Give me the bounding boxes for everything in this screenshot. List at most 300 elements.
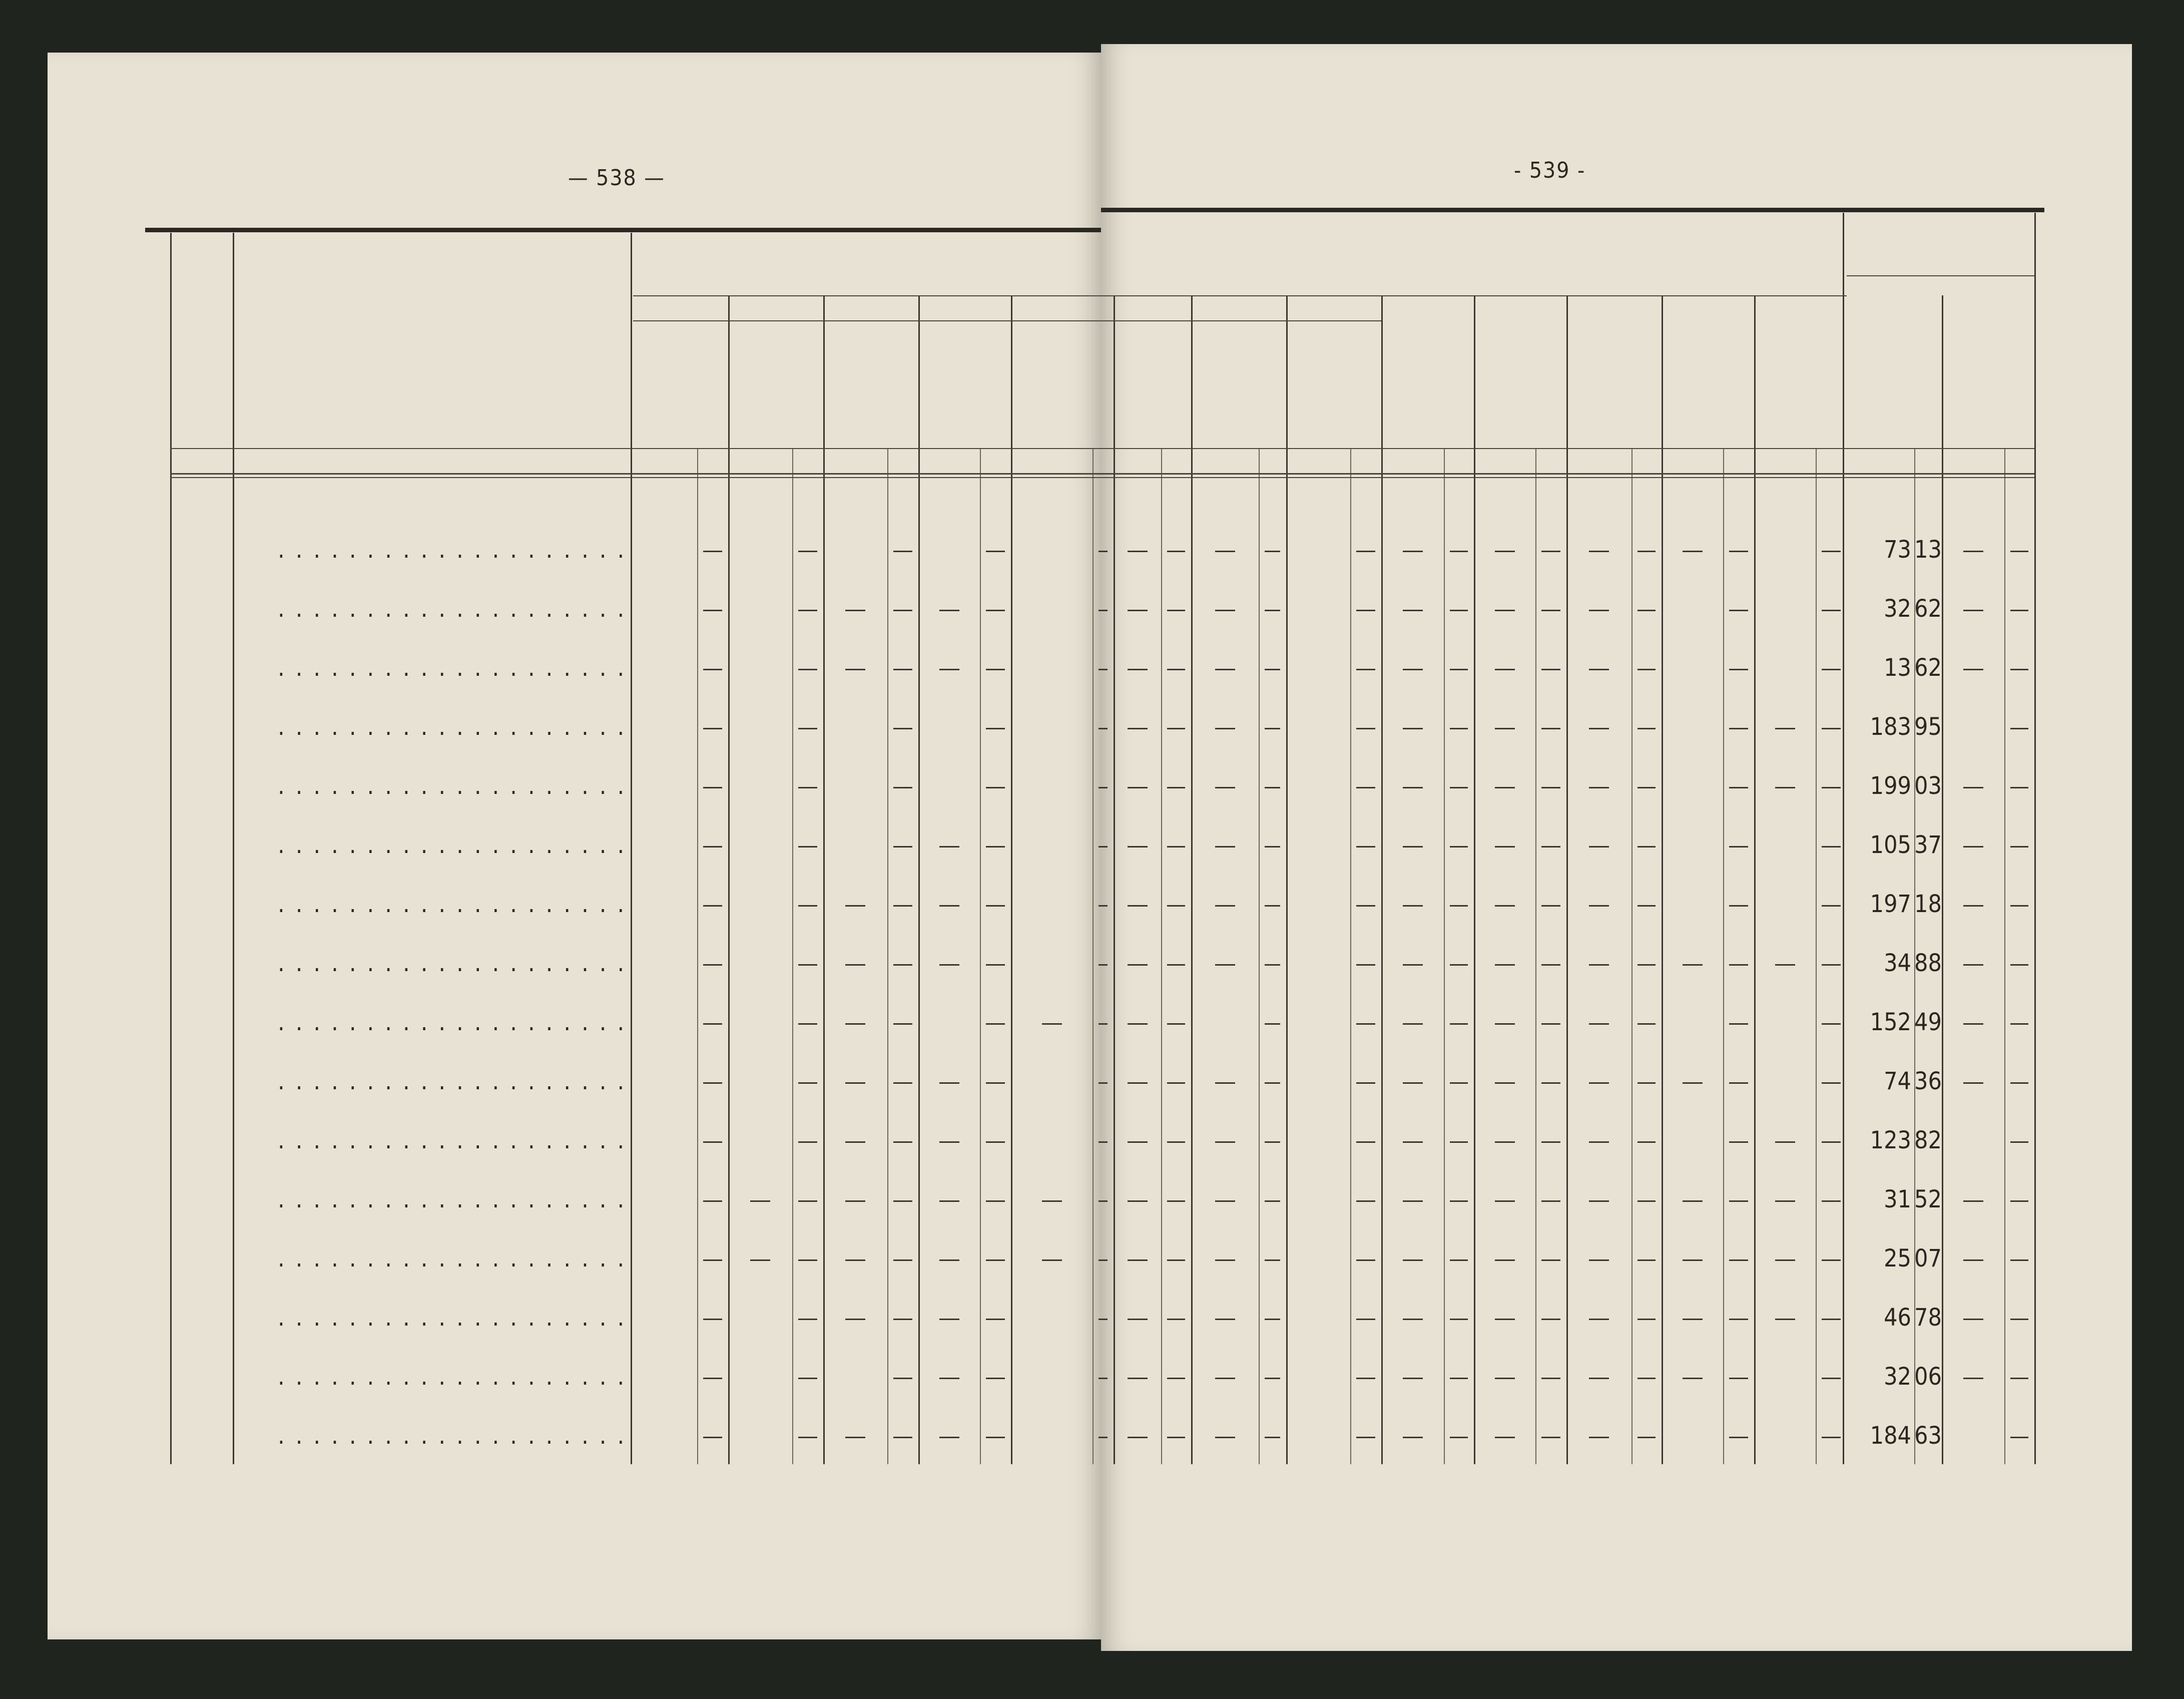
dash-kop [1450, 1319, 1468, 1320]
dash-rub [1495, 669, 1515, 670]
cell-kop: 52 [1914, 1185, 1942, 1213]
cell-kop: 82 [1914, 1126, 1942, 1154]
dash-kop [1167, 846, 1185, 847]
dash-kop [1822, 1141, 1841, 1143]
dash-kop [798, 846, 817, 847]
dash-kop [1637, 1141, 1656, 1143]
dash-kop [1729, 669, 1748, 670]
dash-kop [1265, 964, 1280, 966]
dash-kop [703, 1259, 722, 1261]
dash-kop [1167, 551, 1185, 552]
dash-kop [1822, 669, 1841, 670]
dash-rub [1963, 1082, 1983, 1084]
dash-kop [1729, 1319, 1748, 1320]
dash-rub [939, 1259, 959, 1261]
dash-rub [1683, 1378, 1703, 1379]
dash-rub [1775, 1141, 1795, 1143]
dash-kop [893, 1023, 912, 1025]
dash-kop [1541, 1023, 1560, 1025]
cell-kop: 03 [1914, 772, 1942, 800]
dash-rub [1589, 905, 1609, 907]
dash-rub [1403, 787, 1423, 788]
dash-kop [703, 728, 722, 729]
dash-kop [1099, 1378, 1108, 1379]
top-rule-left [145, 228, 1101, 232]
vline-kop-7 [1350, 448, 1351, 1464]
dash-rub [1963, 964, 1983, 966]
dash-rub [1589, 1200, 1609, 1202]
dash-rub [1495, 551, 1515, 552]
dash-rub [1683, 1319, 1703, 1320]
dash-kop [1541, 964, 1560, 966]
dash-kop [1822, 1082, 1841, 1084]
dash-kop [1729, 1259, 1748, 1261]
dash-kop [703, 1023, 722, 1025]
dash-kop [1637, 1319, 1656, 1320]
dash-rub [1589, 610, 1609, 611]
dash-rub [845, 1259, 865, 1261]
dash-kop [1541, 787, 1560, 788]
dash-kop [1637, 728, 1656, 729]
dash-kop [703, 905, 722, 907]
dash-kop [798, 1141, 817, 1143]
dash-kop [1729, 1023, 1748, 1025]
hline-units-bottom2 [170, 477, 2034, 478]
dash-rub [1128, 905, 1148, 907]
dash-kop [1265, 1259, 1280, 1261]
dash-kop [703, 1319, 722, 1320]
vline-kop-14 [2004, 448, 2005, 1464]
dash-kop [986, 1437, 1005, 1438]
dash-kop [1450, 1082, 1468, 1084]
dash-kop [1822, 964, 1841, 966]
dash-kop [2010, 905, 2028, 907]
vline-kop-2 [887, 448, 888, 1464]
dash-kop [1167, 964, 1185, 966]
dash-kop [798, 669, 817, 670]
dash-kop [703, 551, 722, 552]
dash-rub [845, 610, 865, 611]
dash-rub [1042, 1259, 1062, 1261]
dash-rub [1403, 964, 1423, 966]
leader-dots: .................... [278, 1067, 636, 1095]
dash-kop [1822, 787, 1841, 788]
leader-dots: .................... [278, 1363, 636, 1391]
dash-rub [1403, 1319, 1423, 1320]
dash-kop [703, 1082, 722, 1084]
dash-kop [1729, 1082, 1748, 1084]
dash-kop [1356, 669, 1375, 670]
dash-rub [1963, 1259, 1983, 1261]
vline-col-7 [1286, 295, 1288, 1464]
cell-rub: 13 [1884, 654, 1911, 682]
dash-rub [1495, 1319, 1515, 1320]
dash-rub [1215, 846, 1235, 847]
dash-kop [1729, 1437, 1748, 1438]
dash-rub [1589, 551, 1609, 552]
dash-kop [2010, 1437, 2028, 1438]
dash-kop [1099, 787, 1108, 788]
dash-kop [1167, 787, 1185, 788]
dash-rub [1128, 1319, 1148, 1320]
dash-kop [1265, 1319, 1280, 1320]
vline-col-5 [1114, 295, 1115, 1464]
cell-rub: 123 [1870, 1126, 1911, 1154]
dash-kop [1356, 1082, 1375, 1084]
leader-dots: .................... [278, 713, 636, 741]
dash-rub [1215, 1141, 1235, 1143]
dash-kop [1637, 964, 1656, 966]
dash-rub [1495, 905, 1515, 907]
dash-rub [1215, 1082, 1235, 1084]
dash-kop [2010, 1259, 2028, 1261]
dash-kop [1167, 1200, 1185, 1202]
dash-kop [1167, 1082, 1185, 1084]
vline-col-6 [1191, 295, 1193, 1464]
dash-rub [1403, 1023, 1423, 1025]
dash-kop [1265, 551, 1280, 552]
dash-kop [1450, 610, 1468, 611]
cell-kop: 78 [1914, 1304, 1942, 1332]
dash-rub [1128, 1200, 1148, 1202]
dash-kop [1167, 728, 1185, 729]
dash-kop [1729, 1141, 1748, 1143]
dash-kop [1541, 1319, 1560, 1320]
dash-rub [1403, 1082, 1423, 1084]
dash-kop [1265, 905, 1280, 907]
dash-kop [2010, 846, 2028, 847]
dash-rub [845, 1023, 865, 1025]
dash-rub [1495, 964, 1515, 966]
cell-kop: 18 [1914, 890, 1942, 918]
dash-rub [1963, 1378, 1983, 1379]
dash-rub [1215, 551, 1235, 552]
dash-kop [2010, 1319, 2028, 1320]
dash-rub [939, 1378, 959, 1379]
dash-kop [1356, 728, 1375, 729]
dash-kop [986, 1319, 1005, 1320]
dash-kop [986, 1200, 1005, 1202]
dash-rub [1683, 551, 1703, 552]
dash-kop [1265, 787, 1280, 788]
dash-rub [845, 1141, 865, 1143]
dash-kop [2010, 787, 2028, 788]
cell-rub: 73 [1884, 536, 1911, 564]
vline-col-12 [1754, 295, 1756, 1464]
dash-kop [1265, 1378, 1280, 1379]
dash-kop [798, 1437, 817, 1438]
dash-kop [798, 1200, 817, 1202]
leader-dots: .................... [278, 595, 636, 623]
dash-kop [798, 610, 817, 611]
dash-kop [1265, 728, 1280, 729]
dash-rub [1963, 1023, 1983, 1025]
dash-kop [1450, 1378, 1468, 1379]
cell-kop: 63 [1914, 1422, 1942, 1450]
dash-rub [1495, 1082, 1515, 1084]
dash-rub [845, 1082, 865, 1084]
dash-kop [703, 1200, 722, 1202]
dash-kop [1167, 1319, 1185, 1320]
dash-kop [1356, 1023, 1375, 1025]
dash-kop [1356, 1319, 1375, 1320]
vline-left-border [170, 233, 172, 1464]
dash-rub [1403, 669, 1423, 670]
leader-dots: .................... [278, 772, 636, 800]
dash-kop [1541, 1141, 1560, 1143]
dash-rub [1683, 1082, 1703, 1084]
dash-kop [2010, 1023, 2028, 1025]
vline-kop-3 [980, 448, 981, 1464]
dash-kop [1729, 610, 1748, 611]
dash-rub [1589, 1319, 1609, 1320]
vline-stat8 [1843, 213, 1844, 1464]
dash-rub [1963, 669, 1983, 670]
dash-kop [986, 1141, 1005, 1143]
cell-kop: 88 [1914, 949, 1942, 977]
dash-kop [1450, 728, 1468, 729]
dash-kop [1265, 1023, 1280, 1025]
dash-kop [986, 1378, 1005, 1379]
dash-kop [798, 1378, 817, 1379]
vline-col-9 [1474, 295, 1475, 1464]
dash-kop [1450, 964, 1468, 966]
dash-kop [798, 1319, 817, 1320]
cell-rub: 34 [1884, 949, 1911, 977]
cell-rub: 25 [1884, 1244, 1911, 1272]
dash-rub [1963, 846, 1983, 847]
dash-kop [1099, 1023, 1108, 1025]
leader-dots: .................... [278, 654, 636, 682]
dash-kop [1265, 846, 1280, 847]
dash-rub [1215, 964, 1235, 966]
vline-col-8 [1381, 295, 1383, 1464]
dash-kop [1637, 1200, 1656, 1202]
vline-col-1 [728, 295, 730, 1464]
cell-kop: 36 [1914, 1067, 1942, 1095]
dash-kop [2010, 669, 2028, 670]
dash-kop [703, 787, 722, 788]
dash-kop [1167, 1141, 1185, 1143]
dash-kop [893, 1319, 912, 1320]
dash-kop [2010, 610, 2028, 611]
cell-kop: 06 [1914, 1363, 1942, 1391]
dash-kop [1637, 905, 1656, 907]
dash-kop [986, 551, 1005, 552]
dash-rub [1403, 1437, 1423, 1438]
dash-kop [1265, 1141, 1280, 1143]
dash-kop [1099, 610, 1108, 611]
dash-kop [1356, 787, 1375, 788]
vline-kop-8 [1444, 448, 1445, 1464]
dash-rub [1495, 1437, 1515, 1438]
dash-kop [1822, 905, 1841, 907]
dash-kop [798, 551, 817, 552]
dash-kop [1450, 1141, 1468, 1143]
dash-kop [1099, 846, 1108, 847]
dash-rub [939, 905, 959, 907]
dash-rub [1775, 1319, 1795, 1320]
dash-kop [1265, 1437, 1280, 1438]
dash-kop [1541, 1259, 1560, 1261]
dash-rub [1495, 846, 1515, 847]
dash-rub [1403, 846, 1423, 847]
dash-kop [1356, 1200, 1375, 1202]
vline-col-3 [918, 295, 920, 1464]
dash-kop [1099, 669, 1108, 670]
dash-kop [1167, 1378, 1185, 1379]
cell-kop: 95 [1914, 713, 1942, 741]
dash-rub [845, 1319, 865, 1320]
cell-kop: 37 [1914, 831, 1942, 859]
cell-kop: 62 [1914, 595, 1942, 623]
dash-kop [1450, 1200, 1468, 1202]
dash-rub [1128, 1378, 1148, 1379]
cell-rub: 152 [1870, 1008, 1911, 1036]
dash-rub [1128, 1082, 1148, 1084]
dash-rub [1963, 610, 1983, 611]
vline-col-14 [1942, 295, 1943, 1464]
leader-dots: .................... [278, 536, 636, 564]
dash-kop [1167, 905, 1185, 907]
dash-kop [1822, 610, 1841, 611]
dash-rub [750, 1200, 770, 1202]
dash-kop [1541, 1378, 1560, 1379]
dash-kop [1729, 728, 1748, 729]
dash-kop [1637, 1259, 1656, 1261]
dash-rub [1589, 728, 1609, 729]
dash-rub [1589, 1259, 1609, 1261]
dash-kop [1637, 1082, 1656, 1084]
cell-kop: 13 [1914, 536, 1942, 564]
dash-rub [1215, 787, 1235, 788]
dash-kop [893, 905, 912, 907]
dash-rub [939, 1141, 959, 1143]
dash-kop [1356, 1378, 1375, 1379]
dash-kop [986, 1023, 1005, 1025]
dash-kop [1450, 1437, 1468, 1438]
dash-kop [1450, 846, 1468, 847]
dash-kop [893, 1437, 912, 1438]
dash-kop [1822, 1378, 1841, 1379]
dash-kop [986, 1259, 1005, 1261]
vline-kop-5 [1161, 448, 1162, 1464]
dash-rub [1042, 1023, 1062, 1025]
dash-kop [1637, 551, 1656, 552]
dash-kop [1729, 846, 1748, 847]
dash-kop [893, 610, 912, 611]
dash-kop [1637, 610, 1656, 611]
dash-kop [2010, 1378, 2028, 1379]
vline-kop-12 [1816, 448, 1817, 1464]
dash-kop [703, 964, 722, 966]
dash-rub [939, 1200, 959, 1202]
dash-kop [1356, 551, 1375, 552]
dash-kop [893, 787, 912, 788]
dash-rub [845, 669, 865, 670]
dash-rub [845, 1200, 865, 1202]
dash-kop [1822, 728, 1841, 729]
dash-kop [1265, 610, 1280, 611]
dash-kop [1541, 905, 1560, 907]
dash-kop [1729, 905, 1748, 907]
dash-rub [1128, 728, 1148, 729]
vline-no-col [233, 233, 234, 1464]
dash-rub [1775, 1259, 1795, 1261]
dash-rub [1215, 610, 1235, 611]
dash-rub [1128, 1141, 1148, 1143]
dash-rub [939, 1082, 959, 1084]
dash-kop [2010, 1141, 2028, 1143]
dash-kop [1541, 1437, 1560, 1438]
dash-rub [1403, 905, 1423, 907]
dash-kop [986, 669, 1005, 670]
dash-rub [1775, 787, 1795, 788]
cell-rub: 105 [1870, 831, 1911, 859]
dash-kop [1637, 669, 1656, 670]
dash-kop [1729, 787, 1748, 788]
dash-kop [1167, 669, 1185, 670]
dash-kop [1099, 905, 1108, 907]
dash-kop [1822, 1259, 1841, 1261]
dash-kop [893, 551, 912, 552]
dash-rub [1495, 1023, 1515, 1025]
dash-rub [1963, 1200, 1983, 1202]
dash-rub [1215, 1437, 1235, 1438]
dash-rub [1403, 551, 1423, 552]
leader-dots: .................... [278, 1244, 636, 1272]
dash-kop [1637, 846, 1656, 847]
page-number-right: - 539 - [1514, 158, 1586, 183]
dash-kop [1099, 1259, 1108, 1261]
vline-kop-9 [1535, 448, 1536, 1464]
vline-kop-0 [697, 448, 698, 1464]
dash-kop [1265, 1082, 1280, 1084]
dash-rub [1589, 669, 1609, 670]
dash-kop [893, 1378, 912, 1379]
cell-kop: 49 [1914, 1008, 1942, 1036]
dash-kop [893, 1259, 912, 1261]
dash-kop [1541, 1082, 1560, 1084]
dash-kop [2010, 964, 2028, 966]
dash-rub [845, 964, 865, 966]
dash-rub [1128, 1259, 1148, 1261]
dash-kop [703, 1378, 722, 1379]
cell-rub: 32 [1884, 1363, 1911, 1391]
dash-kop [893, 669, 912, 670]
dash-rub [1042, 1200, 1062, 1202]
right-page [1101, 44, 2132, 1651]
dash-rub [1495, 1200, 1515, 1202]
cell-kop: 07 [1914, 1244, 1942, 1272]
dash-rub [750, 1259, 770, 1261]
dash-rub [1589, 1141, 1609, 1143]
dash-rub [1215, 1319, 1235, 1320]
dash-kop [1167, 1259, 1185, 1261]
leader-dots: .................... [278, 1185, 636, 1213]
dash-rub [1589, 964, 1609, 966]
dash-kop [1167, 1023, 1185, 1025]
dash-kop [986, 846, 1005, 847]
vline-col-2 [823, 295, 825, 1464]
dash-kop [893, 964, 912, 966]
dash-rub [1495, 610, 1515, 611]
dash-kop [1450, 787, 1468, 788]
dash-kop [1450, 551, 1468, 552]
dash-kop [1541, 728, 1560, 729]
dash-rub [1128, 1437, 1148, 1438]
dash-rub [1403, 1378, 1423, 1379]
